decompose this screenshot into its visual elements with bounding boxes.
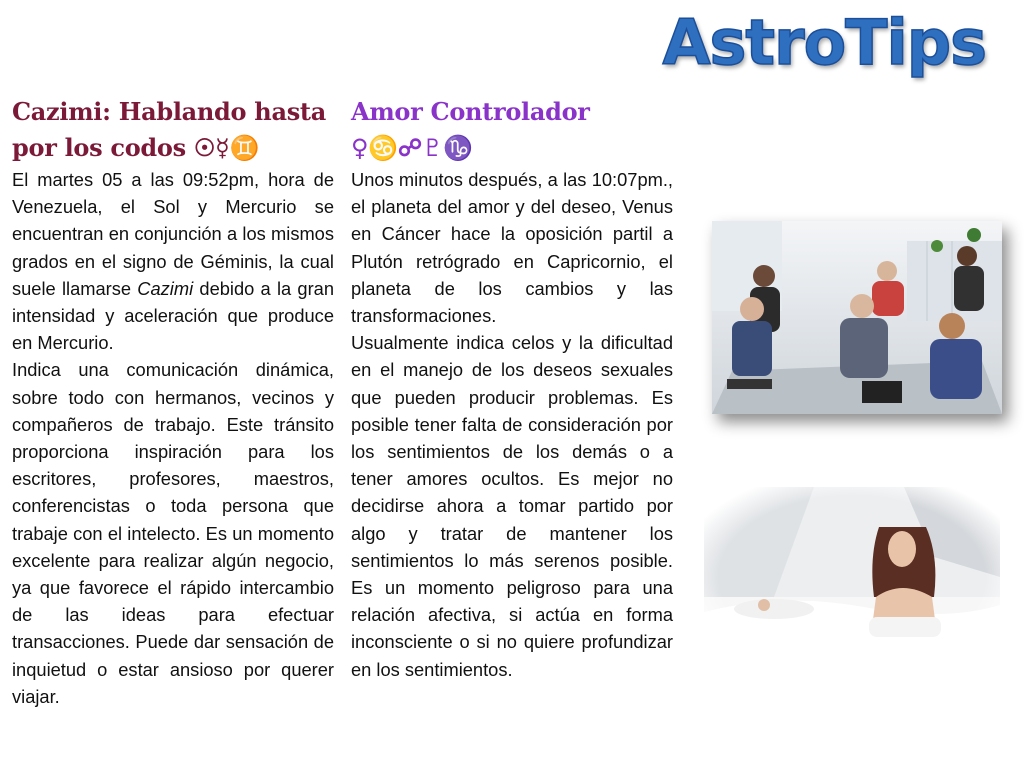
article-paragraph: Indica una comunicación dinámica, sobre todo con hermanos, vecinos y compañeros de trabajo. Este tránsito proporciona inspiración para los escritores, profesores, maestros, conferencistas o toda persona que trabaje con el intelecto. Es un momento excelente para realizar algún negocio, ya que favorece el rápido intercambio de las ideas para efectuar transacciones. Puede dar sensación de inquietud o estar ansioso por querer viajar.	[12, 359, 334, 707]
woman-in-bed-photo	[704, 487, 1000, 667]
article-title	[12, 94, 334, 166]
paragraph-text: El martes 05 a las 09:52pm, hora de Venezuela, el Sol y Mercurio se encuentran en conjunción a los mismos grados en el signo de Géminis, la cual suele llamarse	[12, 169, 334, 299]
office-meeting-photo	[712, 221, 1002, 414]
article-paragraph: Usualmente indica celos y la dificultad en el manejo de los deseos sexuales que pueden producir problemas. Es posible tener falta de consideración por los sentimientos de los demás o a tener amores ocultos. Es mejor no decidirse ahora a tomar partido por algo y tratar de mantener los sentimientos lo más serenos posible. Es un momento peligroso para una relación afectiva, si actúa en forma inconsciente o si no quiere profundizar en los sentimientos.	[351, 332, 673, 680]
article-title	[351, 94, 673, 166]
italic-term: Cazimi	[137, 277, 194, 299]
article-title-text: Amor Controlador	[351, 97, 590, 126]
article-paragraph: Unos minutos después, a las 10:07pm., el planeta del amor y del deseo, Venus en Cáncer hace la oposición partil a Plutón retrógrado en Capricornio, el planeta de los cambios y las transformaciones.	[351, 169, 673, 327]
article-paragraph	[12, 166, 334, 356]
astro-symbols: ♀♋☍♇♑	[351, 133, 473, 162]
article-cazimi	[12, 94, 334, 710]
paragraph-text: debido a la gran intensidad y aceleración que produce en Mercurio.	[12, 277, 335, 354]
article-amor-controlador	[351, 94, 673, 683]
brand-title: AstroTips	[662, 6, 986, 79]
astro-symbols: ☉☿♊	[193, 133, 260, 162]
article-title-text: Cazimi: Hablando hasta por los codos	[12, 97, 326, 162]
